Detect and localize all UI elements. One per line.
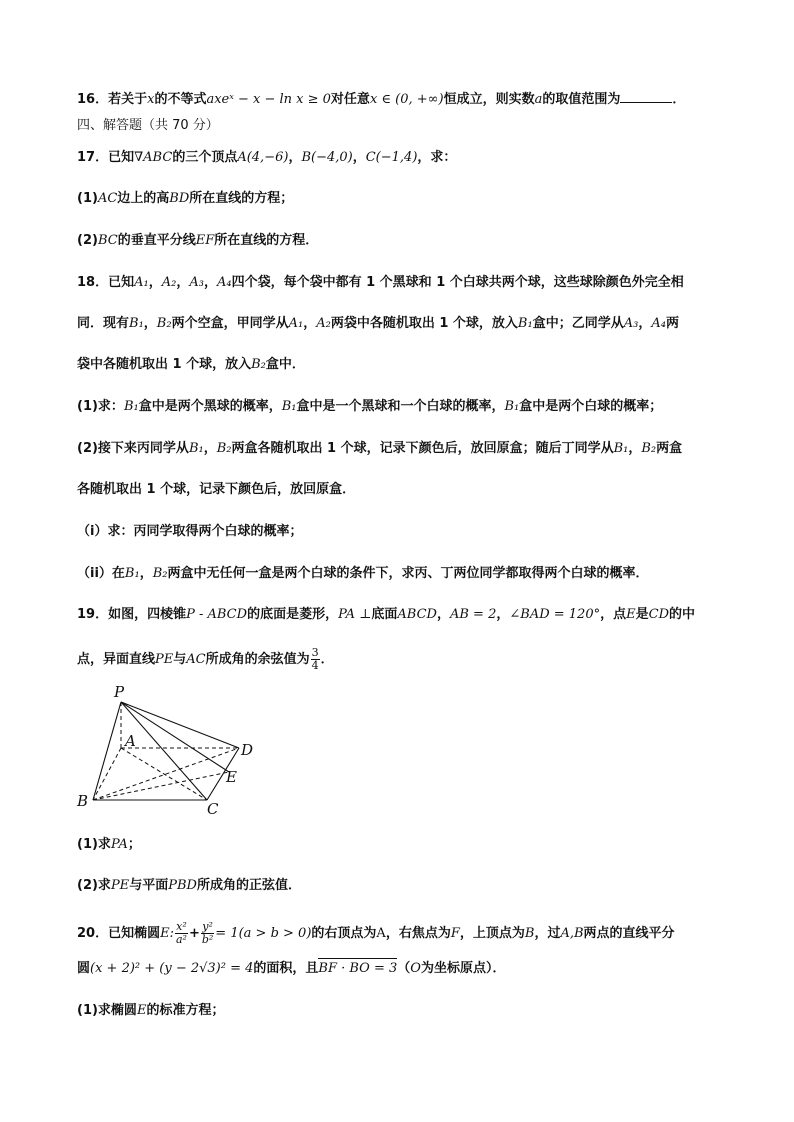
- math: ∠BAD = 120°: [509, 607, 601, 622]
- math: AC: [97, 191, 118, 206]
- answer-blank[interactable]: [620, 90, 672, 103]
- text: 圆: [77, 961, 91, 976]
- text: 同．现有: [77, 316, 130, 331]
- text: ；: [127, 837, 141, 852]
- part-label: (1)求椭圆: [77, 1003, 137, 1018]
- math: EF: [195, 233, 215, 248]
- label-c: C: [207, 800, 219, 818]
- math: A₄: [216, 275, 232, 290]
- fraction-denominator: 4: [311, 659, 319, 672]
- text: 盒中．: [265, 357, 305, 372]
- q20-part1: [77, 1003, 224, 1019]
- math: PE: [155, 652, 174, 667]
- q18-line2: 同．现有B₁，B₂两个空盒，甲同学从A₁，A₂两袋中各随机取出 1 个球，放入B₁盒中；乙同学从A₃，A₄两: [77, 316, 679, 331]
- q18-part2-line2: 各随机取出 1 个球，记录下颜色后，放回原盒．: [77, 482, 356, 497]
- text: 袋中各随机取出 1 个球，放入: [77, 357, 252, 372]
- q16-line: [77, 90, 685, 108]
- math: A,B: [560, 926, 584, 941]
- pyramid-figure: [74, 683, 274, 818]
- part-label: (1)求: [77, 837, 111, 852]
- q17-prefix: 17．已知: [77, 150, 135, 165]
- math: B₂: [152, 566, 168, 581]
- text: 边上的高: [117, 191, 170, 206]
- math: E:: [160, 926, 174, 941]
- text: 所在直线的方程；: [189, 191, 294, 206]
- fraction: [311, 647, 320, 672]
- text: ．: [320, 652, 334, 667]
- text: ，右焦点为: [385, 926, 451, 941]
- math: B₁: [504, 399, 520, 414]
- math: AB = 2: [449, 607, 497, 622]
- math: ABCD: [397, 607, 437, 622]
- q18-prefix: 18．已知: [77, 275, 135, 290]
- section-heading: 四、解答题（共 70 分）: [77, 118, 219, 133]
- q19-line1: 19．如图，四棱锥P - ABCD的底面是菱形，PA ⊥底面ABCD，AB = 2，∠BAD = 120°，点E是CD的中: [77, 607, 696, 622]
- math: (x + 2)² + (y − 2√3)² = 4: [90, 961, 254, 976]
- math: O: [410, 961, 421, 976]
- text: 两个空盒，甲同学从: [171, 316, 289, 331]
- q16-text: 对任意: [330, 92, 370, 107]
- math: E: [626, 607, 636, 622]
- q16-text: 的取值范围为: [542, 92, 621, 107]
- q16-var-x: x: [147, 92, 155, 107]
- q19-line2: [77, 647, 334, 672]
- edge-pb: [93, 702, 121, 800]
- text: 为坐标原点）．: [420, 961, 506, 976]
- q16-end: ．: [672, 92, 686, 107]
- math: F: [450, 926, 460, 941]
- q19-part2: [77, 878, 301, 894]
- part-label: (2)接下来丙同学从: [77, 441, 189, 456]
- text: 两点的直线平分: [583, 926, 675, 941]
- math: B₁: [281, 399, 297, 414]
- math: B₂: [641, 441, 657, 456]
- q20-line1: 20．已知椭圆E: $\frac{\text{x²}}{\text{a²}}$ + $\frac{\text{y²}}{\text{b²}}$ = 1(a > b > 0)的右顶点为A，右焦点为F，上顶点为B，过A,B两点的直线平分: [77, 920, 675, 946]
- math: AC: [186, 652, 206, 667]
- q16-text: 的不等式: [154, 92, 207, 107]
- math: A₂: [316, 316, 331, 331]
- text: 底面: [371, 607, 398, 622]
- fraction-y: $\frac{\text{y²}}{\text{b²}}$: [201, 920, 214, 946]
- text: 的中: [669, 607, 696, 622]
- math: P - ABCD: [186, 607, 248, 622]
- math: PA ⊥: [338, 607, 372, 622]
- hidden-ab: [93, 748, 121, 800]
- math: BC: [97, 233, 118, 248]
- math: E: [136, 1003, 147, 1018]
- q16-text: 恒成立，则实数: [443, 92, 535, 107]
- text: 的右顶点为: [311, 926, 377, 941]
- q18-part1: [77, 399, 662, 415]
- math-vector-dot: BF · BO = 3: [318, 961, 398, 976]
- text: ，过: [534, 926, 561, 941]
- part-label: (1): [77, 191, 98, 206]
- q20-line2: [77, 961, 505, 977]
- text: 盒中是两个黑球的概率，: [138, 399, 282, 414]
- text: 的垂直平分线: [117, 233, 196, 248]
- q17-triangle: ∇ABC: [134, 150, 173, 165]
- math: B₁: [613, 441, 629, 456]
- math: A: [376, 926, 386, 941]
- part-label: (2): [77, 233, 98, 248]
- math: B₂: [216, 441, 232, 456]
- math: B: [524, 926, 535, 941]
- math: PE: [110, 878, 130, 893]
- q16-var-a: a: [534, 92, 543, 107]
- math: CD: [648, 607, 670, 622]
- math: A₃: [189, 275, 204, 290]
- q18-sub-i: （i）求：丙同学取得两个白球的概率；: [77, 524, 303, 539]
- math: = 1(a > b > 0): [215, 926, 312, 941]
- text: 的标准方程；: [146, 1003, 225, 1018]
- label-d: D: [241, 741, 254, 759]
- text: 两: [665, 316, 679, 331]
- edge-pe: [121, 702, 229, 772]
- hidden-ac: [121, 748, 207, 800]
- text: （: [397, 961, 411, 976]
- text: ，点: [600, 607, 627, 622]
- part-label: (2)求: [77, 878, 111, 893]
- text: 所成角的正弦值．: [196, 878, 301, 893]
- edge-pd: [121, 702, 239, 748]
- q17-point-c: C(−1,4): [365, 150, 418, 165]
- text: 四个袋，每个袋中都有 1 个黑球和 1 个白球共两个球，这些球除颜色外完全相: [231, 275, 684, 290]
- text: 两盒各随机取出 1 个球，记录下颜色后，放回原盒；随后丁同学从: [231, 441, 614, 456]
- math: B₁: [129, 316, 144, 331]
- text: 两袋中各随机取出 1 个球，放入: [330, 316, 518, 331]
- math: A₄: [651, 316, 666, 331]
- q20-prefix: 20．已知椭圆: [77, 926, 161, 941]
- q16-inequality: axeˣ − x − ln x ≥ 0: [206, 92, 331, 107]
- math: PA: [110, 837, 128, 852]
- q16-prefix: 16．若关于: [77, 92, 148, 107]
- q18-line3: [77, 357, 305, 373]
- q17-part1: [77, 191, 293, 207]
- label-p: P: [114, 683, 125, 701]
- math: PBD: [168, 878, 197, 893]
- text: 所成角的余弦值为: [205, 652, 310, 667]
- fraction-x: $\frac{\text{x²}}{\text{a²}}$: [175, 920, 187, 946]
- fraction-numerator: 3: [311, 646, 319, 659]
- q17-suffix: ，求：: [417, 150, 457, 165]
- text: 与平面: [129, 878, 169, 893]
- math: A₃: [623, 316, 639, 331]
- text: 是: [635, 607, 649, 622]
- math: A₁: [134, 275, 149, 290]
- q17-part2: [77, 233, 318, 249]
- math: A₂: [161, 275, 177, 290]
- math: B₂: [251, 357, 266, 372]
- q17-text: 的三个顶点: [172, 150, 238, 165]
- part-label: （ii）在: [77, 566, 125, 581]
- q18-line1: 18．已知A₁，A₂，A₃，A₄四个袋，每个袋中都有 1 个黑球和 1 个白球共两个球，这些球除颜色外完全相: [77, 275, 684, 290]
- text: 与: [173, 652, 187, 667]
- label-b: B: [77, 792, 89, 810]
- text: 盒中；乙同学从: [532, 316, 624, 331]
- q17-point-b: B(−4,0): [301, 150, 353, 165]
- math: A₁: [288, 316, 304, 331]
- q18-part2: (2)接下来丙同学从B₁，B₂两盒各随机取出 1 个球，记录下颜色后，放回原盒；随后丁同学从B₁，B₂两盒: [77, 441, 683, 456]
- math: B₁: [124, 566, 140, 581]
- text: 盒中是两个白球的概率；: [519, 399, 663, 414]
- math: BD: [169, 191, 190, 206]
- label-a: A: [125, 732, 136, 750]
- text: 的面积，且: [253, 961, 319, 976]
- text: 两盒: [656, 441, 683, 456]
- q19-prefix: 19．如图，四棱锥: [77, 607, 187, 622]
- text: 点，异面直线: [77, 652, 156, 667]
- text: 两盒中无任何一盒是两个白球的条件下，求丙、丁两位同学都取得两个白球的概率．: [167, 566, 649, 581]
- q16-domain: x ∈ (0, +∞): [369, 92, 444, 107]
- math: B₂: [156, 316, 172, 331]
- q18-sub-ii: （ii）在B₁，B₂两盒中无任何一盒是两个白球的条件下，求丙、丁两位同学都取得两个白球的概率．: [77, 566, 649, 581]
- part-label: (1)求：: [77, 399, 124, 414]
- text: 盒中是一个黑球和一个白球的概率，: [296, 399, 505, 414]
- math: B₁: [188, 441, 204, 456]
- q17-line: 17．已知∇ABC的三个顶点A(4,−6)，B(−4,0)，C(−1,4)，求：: [77, 150, 457, 165]
- text: ，上顶点为: [459, 926, 525, 941]
- math: B₁: [123, 399, 139, 414]
- q17-point-a: A(4,−6): [237, 150, 289, 165]
- label-e: E: [226, 768, 237, 786]
- math: B₁: [517, 316, 533, 331]
- q19-part1: [77, 837, 141, 853]
- text: 的底面是菱形，: [247, 607, 339, 622]
- text: 所在直线的方程．: [214, 233, 319, 248]
